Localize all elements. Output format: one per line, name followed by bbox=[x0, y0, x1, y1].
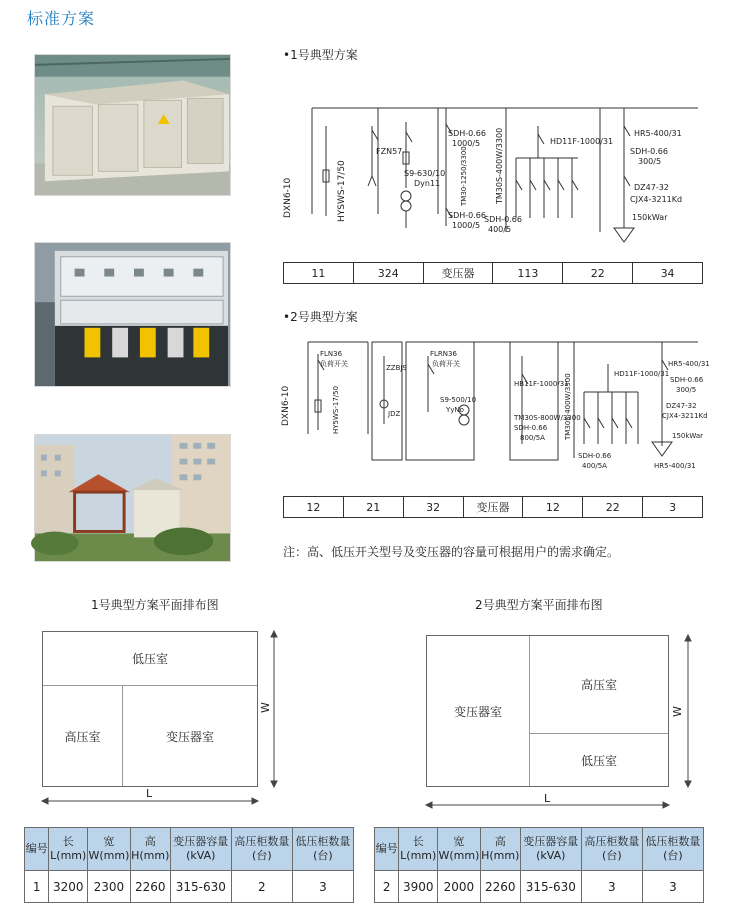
spec2-width: 2000 bbox=[438, 871, 481, 903]
spec2-lv-count: 3 bbox=[642, 871, 703, 903]
photo-substation-residential bbox=[34, 434, 231, 562]
s2-feeder-ct-ratio: 400/5A bbox=[582, 462, 607, 470]
s2-transformer-group: YyNo bbox=[446, 406, 464, 414]
scheme2-heading: •2号典型方案 bbox=[283, 310, 358, 324]
photo-substation-exterior bbox=[34, 54, 231, 196]
scheme1-cabinet-row bbox=[283, 262, 703, 284]
s1-feeder-breaker: HD11F-1000/31 bbox=[550, 137, 614, 146]
spec2-header-length: 长 L(mm) bbox=[399, 828, 438, 871]
spec1-header-length: 长 L(mm) bbox=[49, 828, 88, 871]
s1-cabinet-cell: 34 bbox=[633, 263, 703, 284]
layout2-dim-l: L bbox=[544, 792, 551, 805]
s2-load-switch-note: 负荷开关 bbox=[432, 360, 460, 368]
s1-comp-switch: HR5-400/31 bbox=[634, 129, 682, 138]
photo-switchgear-interior bbox=[34, 242, 231, 387]
spec1-no: 1 bbox=[25, 871, 49, 903]
s1-transformer-model: S9-630/10 bbox=[404, 169, 446, 178]
s1-cabinet-cell: 11 bbox=[284, 263, 354, 284]
s2-cabinet-cell: 32 bbox=[403, 497, 463, 518]
s2-cabinet-cell: 21 bbox=[343, 497, 403, 518]
s2-comp-feeder: HD11F-1000/31 bbox=[614, 370, 670, 378]
scheme2-cabinet-row bbox=[283, 496, 703, 518]
scheme2-single-line-diagram bbox=[278, 334, 710, 484]
s2-transformer-model: S9-500/10 bbox=[440, 396, 477, 404]
layout1-dimension-lines bbox=[42, 631, 282, 806]
layout1-title: 1号典型方案平面排布图 bbox=[91, 598, 219, 612]
s1-lv-breaker: TM30S-400W/3300 bbox=[495, 127, 504, 204]
spec2-capacity: 315-630 bbox=[520, 871, 581, 903]
layout1-dim-l: L bbox=[146, 787, 153, 800]
layout1-room-lv: 低压室 bbox=[43, 632, 257, 686]
s2-main-ct-ratio: 800/5A bbox=[520, 434, 545, 442]
spec2-header-hv-count: 高压柜数量 (台) bbox=[581, 828, 642, 871]
spec1-header-lv-count: 低压柜数量 (台) bbox=[292, 828, 353, 871]
spec1-length: 3200 bbox=[49, 871, 88, 903]
layout2-room-lv: 低压室 bbox=[580, 753, 617, 768]
s2-cabinet-cell: 3 bbox=[643, 497, 703, 518]
spec2-header-width: 宽 W(mm) bbox=[438, 828, 481, 871]
s1-cabinet-cell: 324 bbox=[353, 263, 423, 284]
page-title: 标准方案 bbox=[27, 9, 96, 28]
s2-main-ct-model: SDH-0.66 bbox=[514, 424, 548, 432]
s1-ct-bottom-model: SDH-0.66 bbox=[448, 211, 486, 220]
s2-cabinet-cell: 12 bbox=[523, 497, 583, 518]
s1-comp-ct-model: SDH-0.66 bbox=[630, 147, 668, 156]
s1-capacitor: 150kWar bbox=[632, 213, 668, 222]
s1-comp-contactor: CJX4-3211Kd bbox=[630, 195, 683, 204]
s1-main-breaker: TM30-1250/3300 bbox=[460, 146, 468, 206]
s2-indicator: JDZ bbox=[388, 410, 401, 418]
s1-comp-ct-ratio: 300/5 bbox=[638, 157, 662, 166]
layout2-dimension-lines bbox=[426, 635, 696, 811]
s2-comp-switch: HR5-400/31 bbox=[668, 360, 710, 368]
spec2-hv-count: 3 bbox=[581, 871, 642, 903]
s2-comp-ct-ratio: 300/5 bbox=[676, 386, 697, 394]
spec2-header-lv-count: 低压柜数量 (台) bbox=[642, 828, 703, 871]
capacity-note: 注：高、低压开关型号及变压器的容量可根据用户的需求确定。 bbox=[283, 545, 620, 559]
layout2-dim-w: W bbox=[670, 706, 684, 717]
layout2-title: 2号典型方案平面排布图 bbox=[475, 598, 603, 612]
s1-cabinet-cell: 22 bbox=[563, 263, 633, 284]
s2-arrester: HY5WS-17/50 bbox=[332, 385, 340, 434]
s1-ct-top-model: SDH-0.66 bbox=[448, 129, 486, 138]
s2-comp-switch-bottom: HR5-400/31 bbox=[654, 462, 696, 470]
spec2-header-no: 编号 bbox=[375, 828, 399, 871]
s1-cabinet-cell: 变压器 bbox=[423, 263, 493, 284]
s2-incoming-switch: FLN36 bbox=[320, 350, 343, 358]
s2-hv-cabinet-label: DXN6-10 bbox=[281, 385, 291, 426]
s1-comp-breaker: DZ47-32 bbox=[634, 183, 669, 192]
s2-feeder-breaker-model: TM30S-400W/3300 bbox=[564, 373, 572, 440]
s1-cabinet-cell: 113 bbox=[493, 263, 563, 284]
spec1-header-height: 高 H(mm) bbox=[130, 828, 170, 871]
s2-fuse: ZZBJ9 bbox=[386, 364, 407, 372]
s1-arrester-label: HYSWS-17/50 bbox=[337, 160, 347, 222]
s2-load-switch: FLRN36 bbox=[430, 350, 457, 358]
s2-cabinet-cell: 22 bbox=[583, 497, 643, 518]
spec2-header-capacity: 变压器容量 (kVA) bbox=[520, 828, 581, 871]
s2-comp-contactor: CJX4-3211Kd bbox=[662, 412, 708, 420]
layout2-room-transformer: 变压器室 bbox=[427, 636, 530, 786]
s2-comp-breaker: DZ47-32 bbox=[666, 402, 697, 410]
s1-feeder-ct-model: SDH-0.66 bbox=[484, 215, 522, 224]
s2-main-breaker: HB11F-1000/31 bbox=[514, 380, 569, 388]
spec1-height: 2260 bbox=[130, 871, 170, 903]
s2-cabinet-cell: 变压器 bbox=[463, 497, 523, 518]
spec1-header-capacity: 变压器容量 (kVA) bbox=[170, 828, 231, 871]
s2-capacitor: 150kWar bbox=[672, 432, 704, 440]
spec1-hv-count: 2 bbox=[231, 871, 292, 903]
s2-comp-ct-model: SDH-0.66 bbox=[670, 376, 704, 384]
spec1-width: 2300 bbox=[88, 871, 131, 903]
layout2-spec-table bbox=[374, 827, 704, 903]
scheme1-heading: •1号典型方案 bbox=[283, 48, 358, 62]
spec2-length: 3900 bbox=[399, 871, 438, 903]
spec1-lv-count: 3 bbox=[292, 871, 353, 903]
layout2-plan bbox=[426, 635, 696, 811]
s2-incoming-note: 负荷开关 bbox=[320, 360, 348, 368]
spec1-capacity: 315-630 bbox=[170, 871, 231, 903]
s2-lv-breaker: TM30S-800W/3300 bbox=[514, 414, 581, 422]
layout2-room-hv: 高压室 bbox=[530, 636, 668, 734]
spec1-header-width: 宽 W(mm) bbox=[88, 828, 131, 871]
s1-ct-bottom-ratio: 1000/5 bbox=[452, 221, 481, 230]
s1-feeder-ct-ratio: 400/5 bbox=[488, 225, 512, 234]
svg-text:DXN6-10: DXN6-10 bbox=[283, 177, 293, 218]
layout1-room-transformer: 变压器室 bbox=[165, 729, 214, 744]
s2-cabinet-cell: 12 bbox=[284, 497, 344, 518]
layout1-room-hv: 高压室 bbox=[43, 686, 123, 786]
spec1-header-no: 编号 bbox=[25, 828, 49, 871]
s1-ct-top-ratio: 1000/5 bbox=[452, 139, 481, 148]
s2-feeder-ct-model: SDH-0.66 bbox=[578, 452, 612, 460]
spec2-header-height: 高 H(mm) bbox=[480, 828, 520, 871]
spec2-no: 2 bbox=[375, 871, 399, 903]
layout1-plan bbox=[42, 631, 282, 806]
spec1-header-hv-count: 高压柜数量 (台) bbox=[231, 828, 292, 871]
spec2-height: 2260 bbox=[480, 871, 520, 903]
layout1-spec-table bbox=[24, 827, 354, 903]
s1-transformer-group: Dyn11 bbox=[414, 179, 441, 188]
s1-load-switch-label: FZN57 bbox=[376, 147, 403, 156]
layout1-dim-w: W bbox=[258, 702, 272, 713]
scheme1-single-line-diagram bbox=[278, 96, 704, 256]
